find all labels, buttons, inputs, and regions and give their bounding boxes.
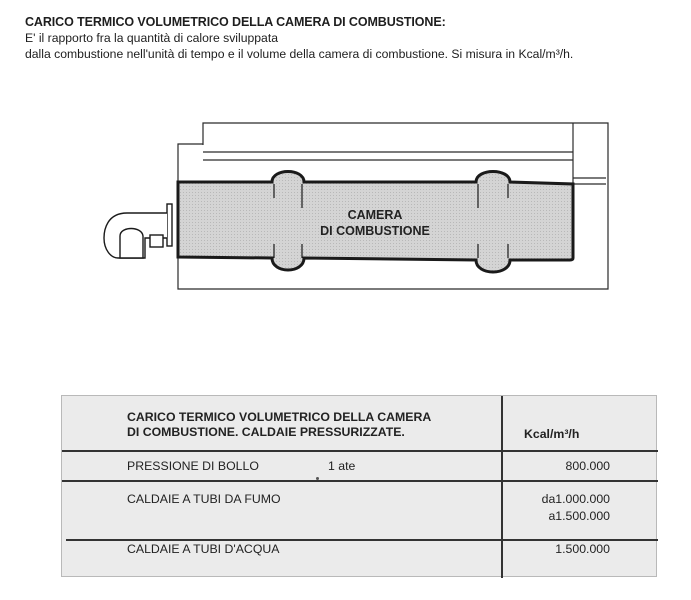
chamber-label-line-2: DI COMBUSTIONE xyxy=(320,224,430,238)
table-header-title xyxy=(127,410,431,440)
heat-load-table xyxy=(61,395,657,577)
burner-icon xyxy=(104,204,172,258)
row-note: 1 ate xyxy=(328,459,356,473)
definition-line-1: E' il rapporto fra la quantità di calore sviluppata xyxy=(25,31,278,45)
row-value: 800.000 xyxy=(565,459,610,473)
header-title-line-2: DI COMBUSTIONE. CALDAIE PRESSURIZZATE. xyxy=(127,425,405,439)
header-title-line-1: CARICO TERMICO VOLUMETRICO DELLA CAMERA xyxy=(127,410,432,424)
table-header-unit: Kcal/m³/h xyxy=(524,427,580,441)
row-value-from: da1.000.000 xyxy=(541,492,610,506)
row-label: CALDAIE A TUBI D'ACQUA xyxy=(127,542,280,556)
definition-line-2: dalla combustione nell'unità di tempo e il volume della camera di combustione. Si misura in Kcal/m³/h. xyxy=(25,47,574,61)
bullet-mark xyxy=(316,477,319,480)
chamber-label-line-1: CAMERA xyxy=(347,208,403,222)
row-value: 1.500.000 xyxy=(555,542,610,556)
section-heading: CARICO TERMICO VOLUMETRICO DELLA CAMERA DI COMBUSTIONE: xyxy=(25,15,446,29)
row-label: CALDAIE A TUBI DA FUMO xyxy=(127,492,281,506)
row-label: PRESSIONE DI BOLLO xyxy=(127,459,259,473)
row-divider xyxy=(62,480,658,482)
row-divider xyxy=(62,450,658,452)
row-divider xyxy=(66,539,658,541)
row-value-to: a1.500.000 xyxy=(548,509,610,523)
